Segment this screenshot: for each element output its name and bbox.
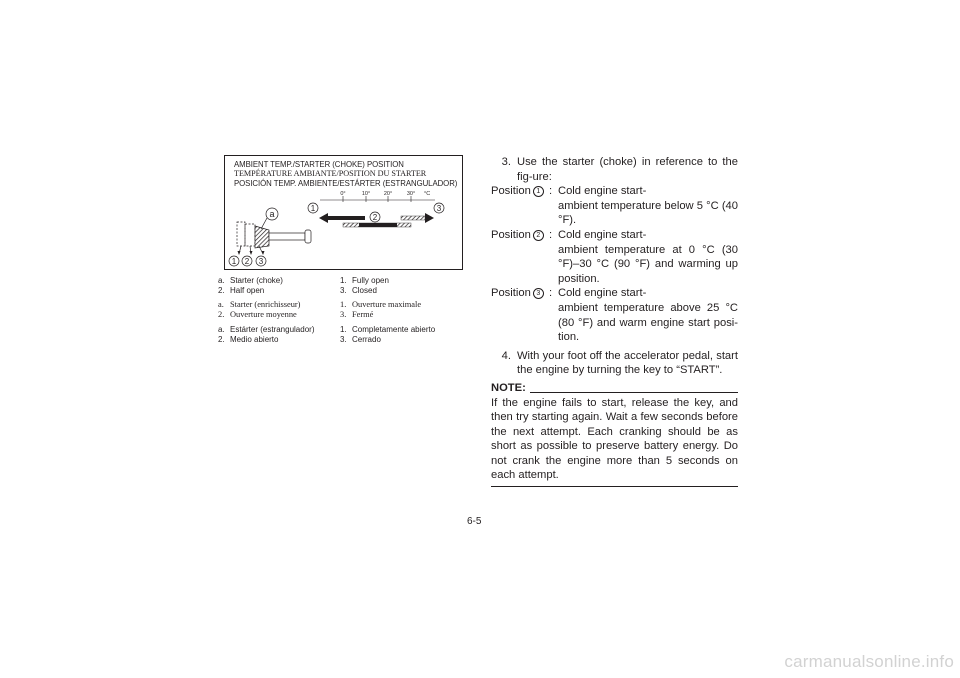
legend-fr-2: Ouverture moyenne bbox=[230, 310, 297, 320]
position-3-number: 3 bbox=[533, 288, 544, 299]
range-half-open-bar bbox=[343, 223, 411, 227]
scale-tick-0: 0° bbox=[340, 191, 346, 197]
position-1-number: 1 bbox=[533, 186, 544, 197]
choke-position-figure bbox=[224, 155, 463, 270]
svg-text:3: 3 bbox=[436, 204, 442, 213]
step-4-text: With your foot off the accelerator pedal, start the engine by turning the key to “START”. bbox=[517, 349, 738, 377]
step-4: 4. With your foot off the accelerator pedal, start the engine by turning the key to “START”. bbox=[501, 349, 738, 377]
knob-position-callouts bbox=[229, 256, 266, 266]
scale-tick-10: 10° bbox=[361, 191, 371, 197]
step-3: 3. Use the starter (choke) in reference to the fig-ure: bbox=[501, 156, 738, 183]
legend-en-2: Half open bbox=[230, 286, 265, 296]
note-end-rule bbox=[491, 486, 738, 487]
legend-en-a: Starter (choke) bbox=[230, 276, 283, 285]
legend-en-3: Closed bbox=[352, 286, 377, 296]
starter-knob-drawing bbox=[237, 218, 311, 255]
note-heading bbox=[491, 381, 738, 396]
legend-en-1: Fully open bbox=[352, 276, 389, 285]
scale-tick-30: 30° bbox=[406, 191, 416, 197]
legend-spanish: a. Estárter (estrangulador) 1. Completamente abierto 2. Medio abierto 3. Cerrado bbox=[218, 325, 436, 345]
svg-text:1: 1 bbox=[231, 257, 237, 266]
note-text: If the engine fails to start, release the key, and then try starting again. Wait a few seconds before the next attempt. Each cranking should be as short as possible to preserve battery energy. Do not crank the engine more than 5 seconds on each attempt. bbox=[491, 396, 738, 482]
position-3: Position 3 : Cold engine start- ambient temperature above 25 °C (80 °F) and warm engine start posi-tion. bbox=[491, 287, 738, 344]
position-2-number: 2 bbox=[533, 230, 544, 241]
range-closed-arrow bbox=[401, 213, 434, 223]
svg-text:3: 3 bbox=[258, 257, 264, 266]
legend-fr-a: Starter (enrichisseur) bbox=[230, 300, 301, 309]
page-number: 6-5 bbox=[467, 516, 482, 527]
temperature-scale bbox=[320, 191, 435, 202]
position-2: Position 2 : Cold engine start- ambient temperature at 0 °C (30 °F)–30 °C (90 °F) and warming up position. bbox=[491, 228, 738, 285]
legend-es-1: Completamente abierto bbox=[352, 325, 436, 334]
note-label: NOTE: bbox=[491, 381, 526, 394]
figure-title-fr: TEMPÉRATURE AMBIANTE/POSITION DU STARTER bbox=[234, 169, 427, 178]
legend-es-3: Cerrado bbox=[352, 335, 381, 345]
position-3-detail: ambient temperature above 25 °C (80 °F) and warm engine start posi-tion. bbox=[558, 301, 738, 344]
callout-3 bbox=[434, 203, 444, 213]
callout-a bbox=[266, 208, 278, 220]
scale-unit: °C bbox=[424, 191, 431, 197]
figure-title-es: POSICIÓN TEMP. AMBIENTE/ESTÁRTER (ESTRANGULADOR) bbox=[234, 179, 458, 188]
position-2-detail: ambient temperature at 0 °C (30 °F)–30 °C (90 °F) and warming up position. bbox=[558, 243, 738, 285]
svg-text:2: 2 bbox=[372, 213, 378, 222]
legend-es-a: Estárter (estrangulador) bbox=[230, 325, 315, 334]
svg-text:2: 2 bbox=[244, 257, 250, 266]
position-1-detail: ambient temperature below 5 °C (40 °F). bbox=[558, 199, 738, 227]
instructions-column bbox=[491, 155, 738, 487]
choke-diagram bbox=[225, 156, 463, 270]
step-3-text: Use the starter (choke) in reference to the fig-ure: bbox=[517, 156, 738, 183]
range-fully-open-arrow bbox=[319, 213, 365, 223]
legend-fr-3: Fermé bbox=[352, 310, 374, 320]
note-rule bbox=[530, 392, 738, 393]
legend-fr-1: Ouverture maximale bbox=[352, 300, 422, 309]
callout-1 bbox=[308, 203, 318, 213]
legend-english: a. Starter (choke) 1. Fully open 2. Half open 3. Closed bbox=[218, 276, 389, 296]
svg-text:1: 1 bbox=[310, 204, 316, 213]
legend-es-2: Medio abierto bbox=[230, 335, 279, 345]
scale-tick-20: 20° bbox=[383, 191, 393, 197]
watermark: carmanualsonline.info bbox=[784, 652, 954, 671]
figure-title-en: AMBIENT TEMP./STARTER (CHOKE) POSITION bbox=[234, 160, 404, 169]
svg-text:a: a bbox=[269, 209, 275, 219]
legend-french: a. Starter (enrichisseur) 1. Ouverture maximale 2. Ouverture moyenne 3. Fermé bbox=[218, 300, 422, 320]
callout-2 bbox=[370, 212, 380, 222]
position-1: Position 1 : Cold engine start- ambient temperature below 5 °C (40 °F). bbox=[491, 185, 738, 227]
